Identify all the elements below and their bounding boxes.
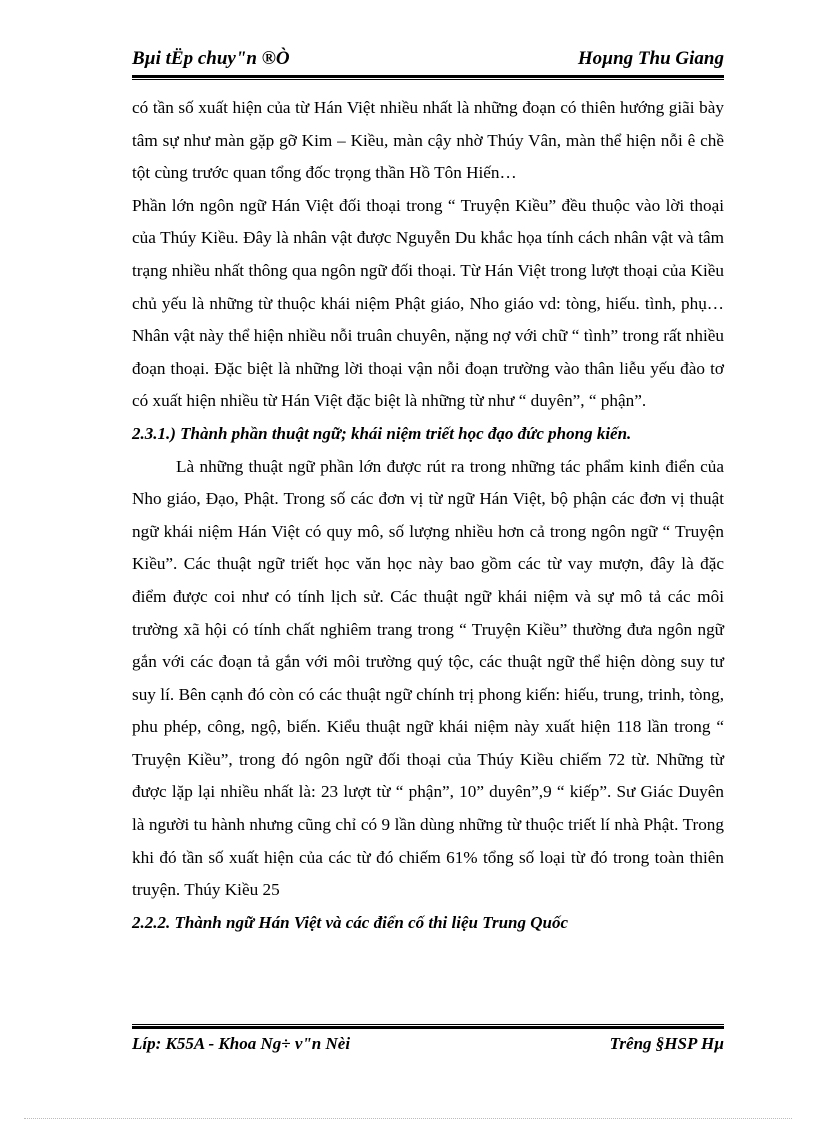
header-right-text: Hoµng Thu Giang (577, 48, 724, 69)
document-body (132, 92, 724, 939)
header-rule (132, 75, 724, 80)
header-left-text: Bµi tËp chuy"n ®Ò (132, 48, 290, 69)
footer-left-text: Líp: K55A - Khoa Ng÷ v"n Nèi (132, 1034, 351, 1053)
footer-right-text: Trêng §HSP Hµ (609, 1034, 724, 1053)
paragraph: có tần số xuất hiện của từ Hán Việt nhiều nhất là những đoạn có thiên hướng giãi bày tâm sự như màn gặp gỡ Kim – Kiều, màn cậy nhờ Thúy Vân, màn thể hiện nỗi ê chề tột cùng trước quan tổng đốc trọng thần Hồ Tôn Hiến… (132, 98, 724, 183)
page-header (132, 48, 724, 74)
section-heading: 2.3.1.) Thành phần thuật ngữ; khái niệm triết học đạo đức phong kiến. (132, 423, 632, 443)
paragraph: Phần lớn ngôn ngữ Hán Việt đối thoại trong “ Truyện Kiều” đều thuộc vào lời thoại của Thúy Kiều. Đây là nhân vật được Nguyễn Du khắc họa tính cách nhân vật và tâm trạng nhiều nhất thông qua ngôn ngữ đối thoại. Từ Hán Việt trong lượt thoại của Kiều chủ yếu là những từ thuộc khái niệm Phật giáo, Nho giáo vd: tòng, hiếu. tình, phụ…Nhân vật này thể hiện nhiều nỗi truân chuyên, nặng nợ với chữ “ tình” trong rất nhiều đoạn thoại. Đặc biệt là những lời thoại vận nỗi đoạn trường vào thân liễu yếu đào tơ có xuất hiện nhiều từ Hán Việt đặc biệt là những từ như “ duyên”, “ phận”. (132, 195, 724, 411)
page-bottom-dotted-line (24, 1118, 792, 1119)
paragraph: Là những thuật ngữ phần lớn được rút ra trong những tác phẩm kinh điển của Nho giáo, Đạo, Phật. Trong số các đơn vị từ ngữ Hán Việt, bộ phận các đơn vị thuật ngữ khái niệm Hán Việt có quy mô, số lượng nhiều hơn cả trong ngôn ngữ “ Truyện Kiều”. Các thuật ngữ triết học văn học này bao gồm các từ vay mượn, đây là đặc điểm được coi như có tính lịch sử. Các thuật ngữ khái niệm và sự mô tả các môi trường xã hội có tính chất nghiêm trang trong “ Truyện Kiều” thường đưa ngôn ngữ gắn với các đoạn tả gắn với môi trường quý tộc, các thuật ngữ thể hiện dòng suy tư suy lí. Bên cạnh đó còn có các thuật ngữ chính trị phong kiến: hiếu, trung, trinh, tòng, phu phép, công, ngộ, biến. Kiểu thuật ngữ khái niệm này xuất hiện 118 lần trong “ Truyện Kiều”, trong đó ngôn ngữ đối thoại của Thúy Kiều chiếm 72 từ. Những từ được lặp lại nhiều nhất là: 23 lượt từ “ phận”, 10” duyên”,9 “ kiếp”. Sư Giác Duyên là người tu hành nhưng cũng chỉ có 9 lần dùng những từ thuộc triết lí nhà Phật. Trong khi đó tần số xuất hiện của các từ đó chiếm 61% tổng số loại từ đó trong toàn thiên truyện. Thúy Kiều 25 (132, 456, 724, 900)
section-heading: 2.2.2. Thành ngữ Hán Việt và các điển cố thi liệu Trung Quốc (132, 912, 569, 932)
footer-rule (132, 1024, 724, 1029)
